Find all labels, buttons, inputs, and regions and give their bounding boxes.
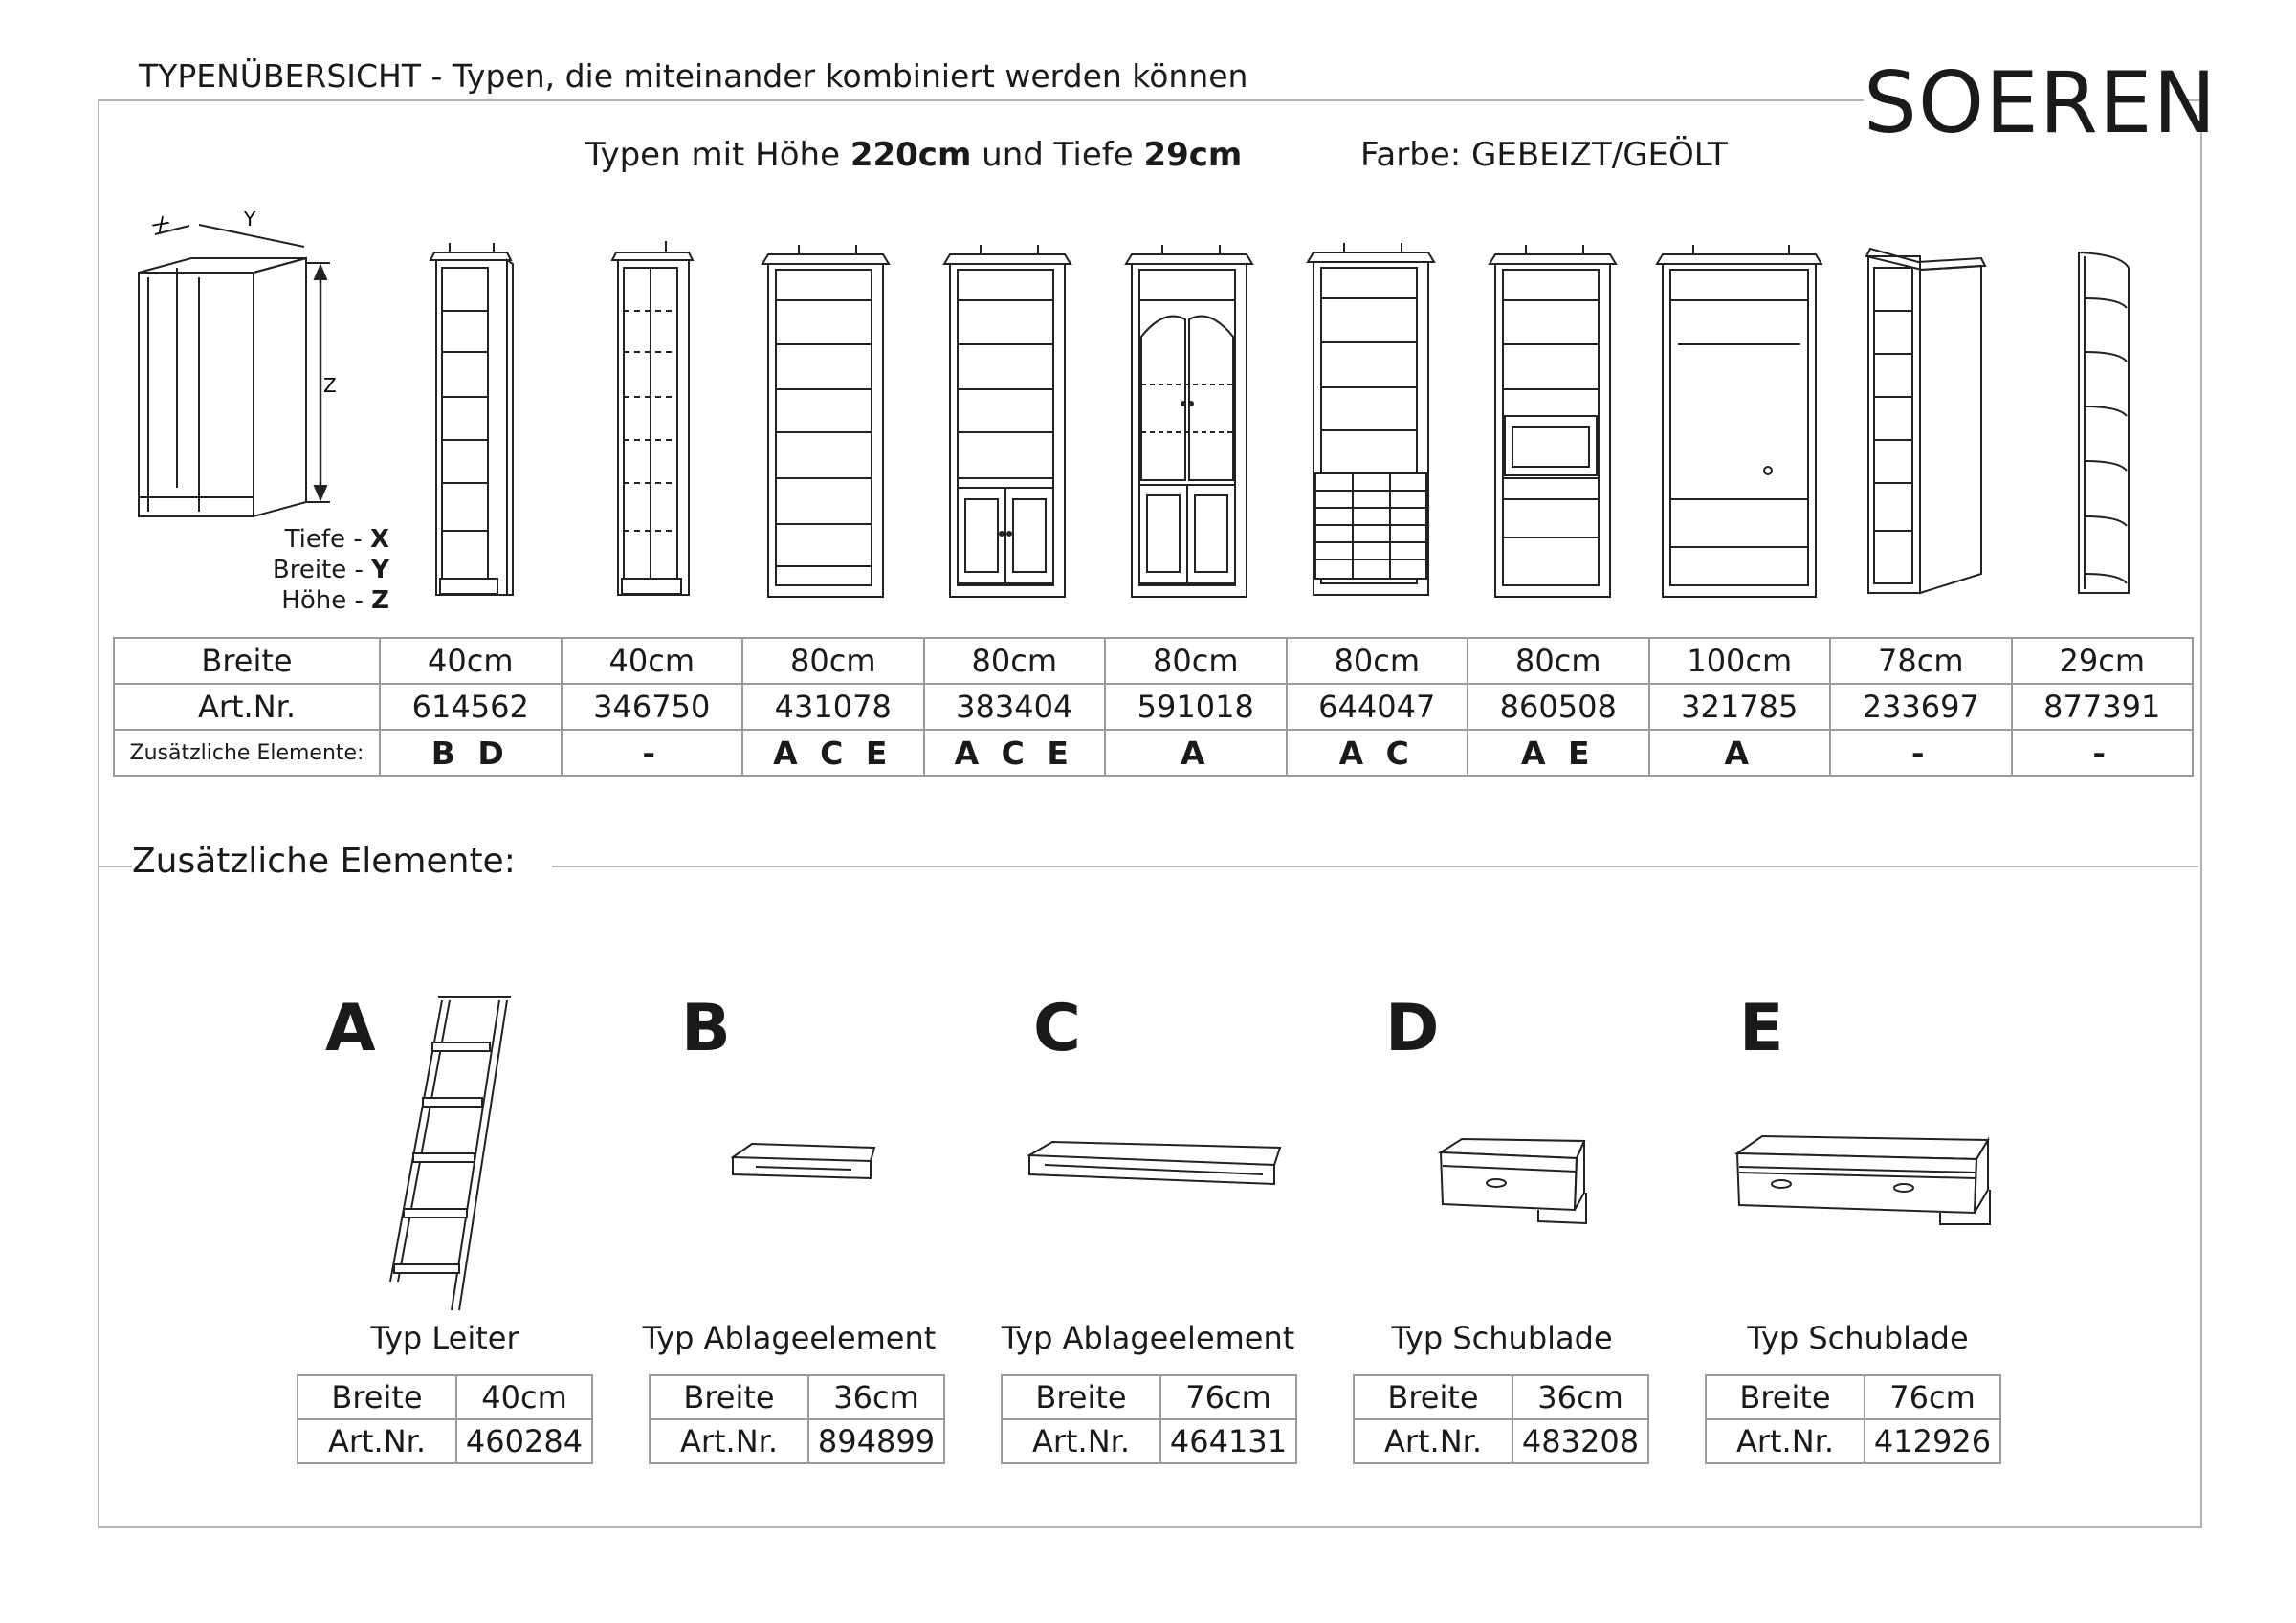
table-cell: 29cm — [2012, 638, 2194, 684]
table-cell: - — [562, 730, 743, 776]
table-cell: 321785 — [1649, 684, 1831, 730]
table-cell: 100cm — [1649, 638, 1831, 684]
table-cell: 80cm — [1287, 638, 1468, 684]
row-label-art-nr: Art.Nr. — [114, 684, 380, 730]
brand-logo: SOEREN — [1864, 54, 2218, 152]
table-cell: B D — [380, 730, 562, 776]
table-cell: A E — [1468, 730, 1649, 776]
table-row-breite — [114, 638, 2193, 684]
table-cell: A C — [1287, 730, 1468, 776]
art-nr-label: Art.Nr. — [650, 1419, 808, 1463]
letter-d: D — [1385, 991, 1440, 1066]
art-nr-label: Art.Nr. — [1354, 1419, 1512, 1463]
table-row-elements — [114, 730, 2193, 776]
table-cell: - — [2012, 730, 2194, 776]
depth-value: 29cm — [1143, 136, 1243, 174]
letter-b: B — [681, 991, 731, 1066]
breite-value: 76cm — [1160, 1375, 1296, 1419]
subtitle-mid: und Tiefe — [971, 136, 1144, 174]
y-label: Y — [244, 208, 256, 230]
table-cell: 80cm — [742, 638, 924, 684]
legend-depth: Tiefe - X — [284, 525, 389, 554]
table-cell: A C E — [924, 730, 1106, 776]
art-nr-label: Art.Nr. — [298, 1419, 456, 1463]
cabinet-corner-233697 — [1861, 239, 1995, 603]
cabinet-end-shelf-877391 — [2071, 249, 2148, 603]
row-label-breite: Breite — [114, 638, 380, 684]
cabinet-open-431078 — [761, 241, 894, 604]
table-cell: 80cm — [1468, 638, 1649, 684]
cabinet-narrow-open-614562 — [430, 239, 517, 603]
table-cell: 614562 — [380, 684, 562, 730]
cabinet-glass-doors-591018 — [1124, 241, 1258, 604]
row-label-elements: Zusätzliche Elemente: — [114, 730, 380, 776]
extra-table-b — [649, 1374, 945, 1464]
breite-value: 36cm — [1512, 1375, 1648, 1419]
table-cell: 431078 — [742, 684, 924, 730]
table-cell: - — [1830, 730, 2012, 776]
extra-table-e — [1705, 1374, 2001, 1464]
letter-a: A — [325, 991, 376, 1066]
cabinet-doors-383404 — [942, 241, 1076, 604]
breite-label: Breite — [1706, 1375, 1865, 1419]
shelf-element-wide-drawing — [1024, 1136, 1292, 1203]
dimension-legend — [191, 524, 389, 616]
table-cell: 80cm — [1105, 638, 1287, 684]
ladder-drawing — [383, 995, 517, 1320]
cabinet-drawers-644047 — [1306, 239, 1440, 603]
height-value: 220cm — [850, 136, 972, 174]
table-cell: 591018 — [1105, 684, 1287, 730]
table-cell: 40cm — [380, 638, 562, 684]
table-cell: 346750 — [562, 684, 743, 730]
section-title-extras: Zusätzliche Elemente: — [132, 842, 552, 881]
table-row-art-nr — [114, 684, 2193, 730]
table-cell: A — [1105, 730, 1287, 776]
subtitle — [585, 136, 1242, 174]
drawer-small-drawing — [1433, 1133, 1605, 1229]
breite-value: 40cm — [456, 1375, 592, 1419]
extra-label-e: Typ Schublade — [1747, 1320, 1969, 1356]
art-nr-label: Art.Nr. — [1002, 1419, 1160, 1463]
extra-table-c — [1001, 1374, 1297, 1464]
breite-value: 36cm — [808, 1375, 944, 1419]
table-cell: 233697 — [1830, 684, 2012, 730]
x-label: X — [147, 211, 174, 237]
art-nr-label: Art.Nr. — [1706, 1419, 1865, 1463]
extra-label-c: Typ Ablageelement — [1001, 1320, 1295, 1356]
letter-e: E — [1739, 991, 1784, 1066]
art-nr-value: 483208 — [1512, 1419, 1648, 1463]
table-cell: 80cm — [924, 638, 1106, 684]
cabinet-wide-tv-321785 — [1655, 241, 1827, 604]
legend-width: Breite - Y — [272, 556, 389, 584]
breite-value: 76cm — [1865, 1375, 2000, 1419]
breite-label: Breite — [650, 1375, 808, 1419]
document-title: TYPENÜBERSICHT - Typen, die miteinander kombiniert werden können — [139, 57, 1248, 95]
table-cell: 78cm — [1830, 638, 2012, 684]
subtitle-prefix: Typen mit Höhe — [585, 136, 850, 174]
table-cell: A C E — [742, 730, 924, 776]
art-nr-value: 894899 — [808, 1419, 944, 1463]
letter-c: C — [1033, 991, 1081, 1066]
breite-label: Breite — [298, 1375, 456, 1419]
cabinet-oven-860508 — [1488, 241, 1622, 604]
cabinet-narrow-glass-346750 — [612, 239, 698, 603]
table-cell: 644047 — [1287, 684, 1468, 730]
breite-label: Breite — [1002, 1375, 1160, 1419]
breite-label: Breite — [1354, 1375, 1512, 1419]
art-nr-value: 412926 — [1865, 1419, 2000, 1463]
color-label: Farbe: GEBEIZT/GEÖLT — [1360, 136, 1728, 174]
art-nr-value: 464131 — [1160, 1419, 1296, 1463]
table-cell: A — [1649, 730, 1831, 776]
extra-label-d: Typ Schublade — [1391, 1320, 1613, 1356]
table-cell: 383404 — [924, 684, 1106, 730]
art-nr-value: 460284 — [456, 1419, 592, 1463]
types-table — [113, 637, 2194, 777]
dimension-diagram — [134, 201, 402, 526]
table-cell: 40cm — [562, 638, 743, 684]
extra-label-b: Typ Ablageelement — [642, 1320, 937, 1356]
extra-table-a — [297, 1374, 593, 1464]
drawer-wide-drawing — [1730, 1129, 1998, 1234]
legend-height: Höhe - Z — [281, 586, 389, 615]
table-cell: 877391 — [2012, 684, 2194, 730]
extra-label-a: Typ Leiter — [370, 1320, 519, 1356]
z-label: Z — [323, 374, 337, 397]
shelf-element-small-drawing — [727, 1138, 880, 1195]
table-cell: 860508 — [1468, 684, 1649, 730]
extra-table-d — [1353, 1374, 1649, 1464]
